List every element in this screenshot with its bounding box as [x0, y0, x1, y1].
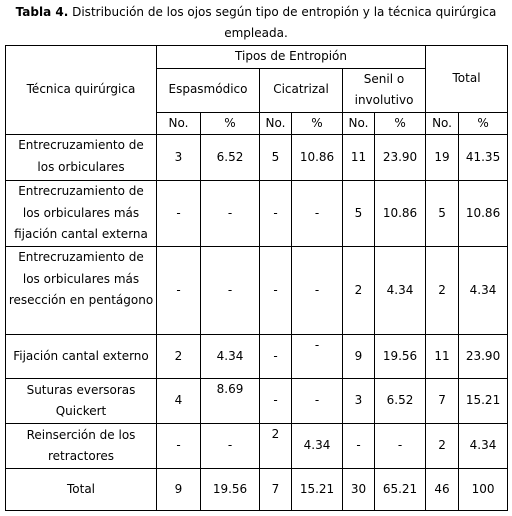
row-label: Suturas eversoras Quickert	[6, 379, 157, 424]
header-group-espasmodico: Espasmódico	[157, 68, 260, 112]
table-cell: 2	[157, 335, 201, 379]
table-cell: 15.21	[459, 379, 508, 424]
table-cell: 19.56	[201, 469, 260, 511]
table-cell: -	[260, 181, 292, 247]
table-cell: 2	[260, 424, 292, 469]
table-cell: 30	[343, 469, 375, 511]
table-cell: 3	[343, 379, 375, 424]
header-group-cicatrizal: Cicatrizal	[260, 68, 343, 112]
header-no: No.	[426, 112, 459, 135]
table-cell: -	[201, 181, 260, 247]
table-cell: 8.69	[201, 379, 260, 424]
data-table	[5, 45, 508, 511]
table-cell: 23.90	[375, 135, 426, 181]
table-cell: 4.34	[201, 335, 260, 379]
header-tipos: Tipos de Entropión	[157, 46, 426, 69]
table-cell: -	[260, 335, 292, 379]
table-row	[6, 135, 508, 181]
header-no: No.	[260, 112, 292, 135]
caption-text: Distribución de los ojos según tipo de entropión y la técnica quirúrgica empleada.	[68, 5, 497, 40]
table-cell: 4.34	[292, 424, 343, 469]
table-cell: -	[292, 379, 343, 424]
table-cell: -	[201, 247, 260, 335]
table-cell: 4	[157, 379, 201, 424]
header-pct: %	[292, 112, 343, 135]
header-total: Total	[426, 46, 508, 113]
table-cell: 19	[426, 135, 459, 181]
table-row	[6, 335, 508, 379]
table-cell: 46	[426, 469, 459, 511]
table-cell: -	[260, 379, 292, 424]
header-no: No.	[343, 112, 375, 135]
table-cell: -	[157, 247, 201, 335]
row-label: Total	[6, 469, 157, 511]
table-caption	[0, 2, 512, 44]
table-cell: 4.34	[459, 424, 508, 469]
table-cell: 10.86	[292, 135, 343, 181]
table-cell: 9	[343, 335, 375, 379]
header-tecnica: Técnica quirúrgica	[6, 46, 157, 135]
table-cell: -	[260, 247, 292, 335]
table-row	[6, 379, 508, 424]
row-label: Entrecruzamiento de los orbiculares más fijación cantal externa	[6, 181, 157, 247]
table-cell: 5	[426, 181, 459, 247]
table-cell: 2	[426, 247, 459, 335]
header-pct: %	[375, 112, 426, 135]
header-group-senil: Senil o involutivo	[343, 68, 426, 112]
table-cell: 11	[343, 135, 375, 181]
table-cell: 15.21	[292, 469, 343, 511]
header-pct: %	[459, 112, 508, 135]
table-cell: 11	[426, 335, 459, 379]
row-label: Fijación cantal externo	[6, 335, 157, 379]
table-cell: 6.52	[201, 135, 260, 181]
table-cell: -	[157, 424, 201, 469]
table-cell: 5	[343, 181, 375, 247]
header-pct: %	[201, 112, 260, 135]
table-cell: 3	[157, 135, 201, 181]
table-cell: -	[292, 247, 343, 335]
header-no: No.	[157, 112, 201, 135]
table-cell: 4.34	[459, 247, 508, 335]
table-cell: 2	[426, 424, 459, 469]
table-cell: 2	[343, 247, 375, 335]
table-cell: 100	[459, 469, 508, 511]
row-label: Entrecruzamiento de los orbiculares más resección en pentágono	[6, 247, 157, 335]
caption-label: Tabla 4.	[15, 5, 69, 19]
table-row	[6, 424, 508, 469]
table-cell: 10.86	[375, 181, 426, 247]
table-cell: 5	[260, 135, 292, 181]
table-cell: 41.35	[459, 135, 508, 181]
table-cell: 7	[260, 469, 292, 511]
table-cell: -	[292, 335, 343, 379]
table-cell: -	[375, 424, 426, 469]
table-cell: 4.34	[375, 247, 426, 335]
table-cell: -	[292, 181, 343, 247]
table-cell: -	[343, 424, 375, 469]
table-cell: 7	[426, 379, 459, 424]
table-cell: -	[201, 424, 260, 469]
table-cell: 9	[157, 469, 201, 511]
table-row	[6, 247, 508, 335]
table-cell: 65.21	[375, 469, 426, 511]
row-label: Entrecruzamiento de los orbiculares	[6, 135, 157, 181]
table-row	[6, 181, 508, 247]
table-cell: 23.90	[459, 335, 508, 379]
table-row-total	[6, 469, 508, 511]
row-label: Reinserción de los retractores	[6, 424, 157, 469]
table-cell: 10.86	[459, 181, 508, 247]
table-cell: 6.52	[375, 379, 426, 424]
table-cell: 19.56	[375, 335, 426, 379]
table-cell: -	[157, 181, 201, 247]
